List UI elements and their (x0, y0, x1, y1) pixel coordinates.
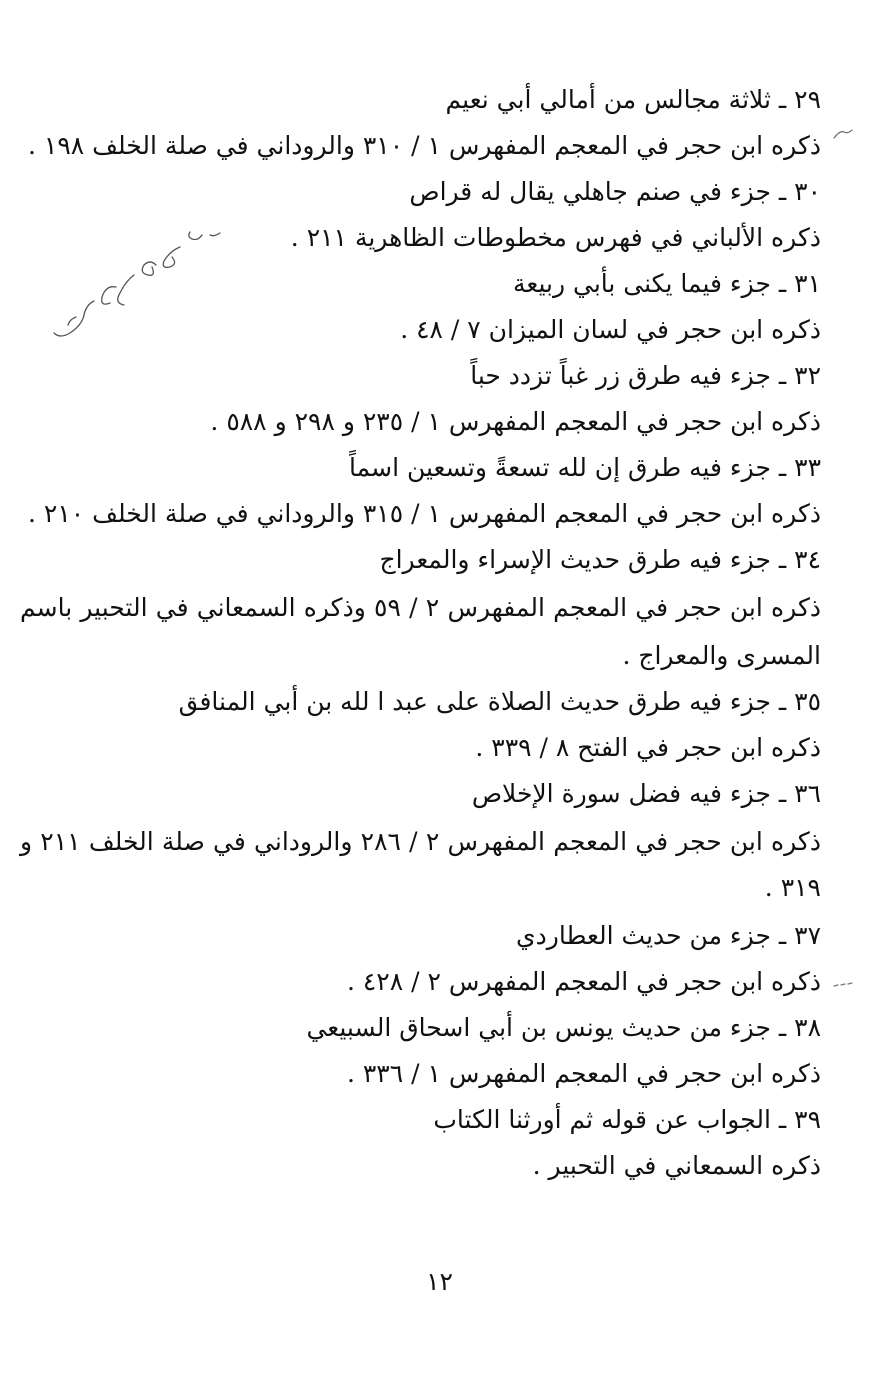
entry-37-title: ٣٧ ـ جزء من حديث العطاردي (516, 921, 821, 950)
entry-35-title: ٣٥ ـ جزء فيه طرق حديث الصلاة على عبد ا لله بن أبي المنافق (178, 687, 821, 716)
entry-32-reference: ذكره ابن حجر في المعجم المفهرس ١ / ٢٣٥ و ٢٩٨ و ٥٨٨ . (210, 407, 821, 436)
entry-29-title: ٢٩ ـ ثلاثة مجالس من أمالي أبي نعيم (445, 85, 821, 114)
entry-37-reference: ذكره ابن حجر في المعجم المفهرس ٢ / ٤٢٨ . (346, 967, 821, 996)
entry-33-reference: ذكره ابن حجر في المعجم المفهرس ١ / ٣١٥ والروداني في صلة الخلف ٢١٠ . (27, 499, 821, 528)
entry-34-reference: ذكره ابن حجر في المعجم المفهرس ٢ / ٥٩ وذكره السمعاني في التحبير باسم (20, 593, 821, 622)
entry-31-title: ٣١ ـ جزء فيما يكنى بأبي ربيعة (513, 269, 821, 298)
entry-29-reference: ذكره ابن حجر في المعجم المفهرس ١ / ٣١٠ والروداني في صلة الخلف ١٩٨ . (27, 131, 821, 160)
entry-36-title: ٣٦ ـ جزء فيه فضل سورة الإخلاص (471, 779, 821, 808)
page-number: ١٢ (426, 1267, 453, 1296)
entry-39-reference: ذكره السمعاني في التحبير . (532, 1151, 821, 1180)
entry-36-reference-continued: ٣١٩ . (764, 873, 821, 902)
entry-38-reference: ذكره ابن حجر في المعجم المفهرس ١ / ٣٣٦ . (346, 1059, 821, 1088)
entry-31-reference: ذكره ابن حجر في لسان الميزان ٧ / ٤٨ . (400, 315, 821, 344)
margin-dots-mark (832, 978, 854, 992)
entry-34-reference-continued: المسرى والمعراج . (622, 641, 821, 670)
margin-tick-mark (832, 128, 854, 142)
entry-39-title: ٣٩ ـ الجواب عن قوله ثم أورثنا الكتاب (433, 1105, 821, 1134)
handwritten-margin-note (30, 225, 230, 355)
entry-35-reference: ذكره ابن حجر في الفتح ٨ / ٣٣٩ . (475, 733, 821, 762)
entry-36-reference: ذكره ابن حجر في المعجم المفهرس ٢ / ٢٨٦ والروداني في صلة الخلف ٢١١ و (20, 827, 821, 856)
entry-34-title: ٣٤ ـ جزء فيه طرق حديث الإسراء والمعراج (379, 545, 821, 574)
entry-30-reference: ذكره الألباني في فهرس مخطوطات الظاهرية ٢١١ . (290, 223, 821, 252)
entry-32-title: ٣٢ ـ جزء فيه طرق زر غباً تزدد حباً (470, 361, 821, 390)
entry-38-title: ٣٨ ـ جزء من حديث يونس بن أبي اسحاق السبيعي (306, 1013, 821, 1042)
entry-30-title: ٣٠ ـ جزء في صنم جاهلي يقال له قراص (409, 177, 821, 206)
entry-33-title: ٣٣ ـ جزء فيه طرق إن لله تسعةً وتسعين اسماً (349, 453, 821, 482)
